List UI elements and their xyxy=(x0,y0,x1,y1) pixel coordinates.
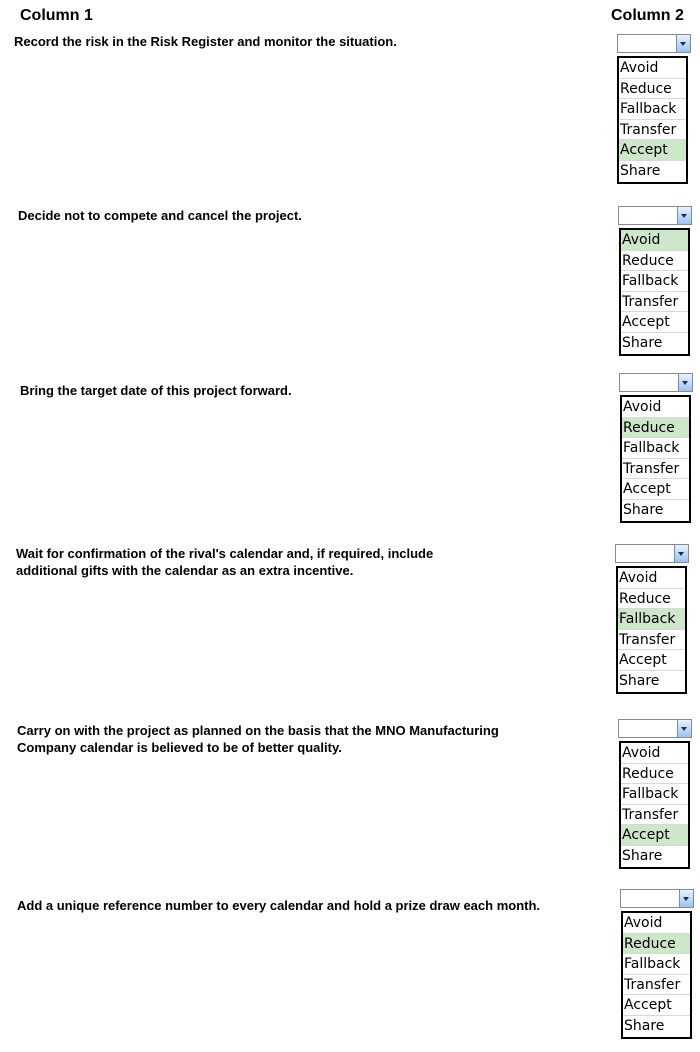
dropdown-option-avoid[interactable]: Avoid xyxy=(618,568,685,589)
dropdown-option-share[interactable]: Share xyxy=(620,162,661,179)
column-1-header: Column 1 xyxy=(20,7,93,24)
dropdown-option-avoid[interactable]: Avoid xyxy=(623,913,690,934)
dropdown-option-share[interactable]: Share xyxy=(622,847,663,864)
dropdown-button[interactable] xyxy=(674,545,688,562)
column-2-header: Column 2 xyxy=(611,7,684,24)
dropdown-button[interactable] xyxy=(677,207,691,224)
answer-dropdown[interactable] xyxy=(618,206,692,225)
dropdown-option-reduce[interactable]: Reduce xyxy=(619,79,686,100)
dropdown-option-avoid[interactable]: Avoid xyxy=(622,397,689,418)
dropdown-option-share[interactable]: Share xyxy=(624,1017,665,1034)
dropdown-option-avoid[interactable]: Avoid xyxy=(621,743,688,764)
dropdown-option-accept[interactable]: Accept xyxy=(623,995,690,1016)
dropdown-option-reduce[interactable]: Reduce xyxy=(623,934,690,955)
dropdown-options-list xyxy=(621,911,692,1039)
answer-dropdown[interactable] xyxy=(617,34,691,53)
dropdown-option-avoid[interactable]: Avoid xyxy=(621,230,688,251)
dropdown-option-reduce[interactable]: Reduce xyxy=(621,251,688,272)
answer-dropdown[interactable] xyxy=(615,544,689,563)
question-text: Bring the target date of this project forward. xyxy=(20,383,292,398)
dropdown-option-fallback[interactable]: Fallback xyxy=(623,954,690,975)
dropdown-option-fallback[interactable]: Fallback xyxy=(619,99,686,120)
chevron-down-icon xyxy=(680,42,686,46)
dropdown-option-avoid[interactable]: Avoid xyxy=(619,58,686,79)
question-text: Decide not to compete and cancel the project. xyxy=(18,208,302,223)
chevron-down-icon xyxy=(681,727,687,731)
chevron-down-icon xyxy=(682,381,688,385)
question-text: Add a unique reference number to every calendar and hold a prize draw each month. xyxy=(17,898,541,913)
dropdown-option-accept[interactable]: Accept xyxy=(621,825,688,846)
dropdown-options-list xyxy=(620,395,691,523)
dropdown-option-transfer[interactable]: Transfer xyxy=(621,292,688,313)
dropdown-button[interactable] xyxy=(678,374,692,391)
dropdown-option-reduce[interactable]: Reduce xyxy=(622,418,689,439)
dropdown-option-fallback[interactable]: Fallback xyxy=(622,438,689,459)
dropdown-option-transfer[interactable]: Transfer xyxy=(618,630,685,651)
question-text: Wait for confirmation of the rival's calendar and, if required, include additional gifts with the calendar as an extra incentive. xyxy=(16,546,434,578)
dropdown-options-list xyxy=(619,741,690,869)
dropdown-option-fallback[interactable]: Fallback xyxy=(618,609,685,630)
dropdown-option-transfer[interactable]: Transfer xyxy=(623,975,690,996)
chevron-down-icon xyxy=(678,552,684,556)
dropdown-option-share[interactable]: Share xyxy=(623,501,664,518)
dropdown-option-share[interactable]: Share xyxy=(622,334,663,351)
chevron-down-icon xyxy=(683,897,689,901)
dropdown-button[interactable] xyxy=(677,720,691,737)
question-text: Carry on with the project as planned on the basis that the MNO Manufacturing Company calendar is believed to be of better quality. xyxy=(17,723,499,755)
dropdown-options-list xyxy=(619,228,690,356)
dropdown-option-accept[interactable]: Accept xyxy=(619,140,686,161)
dropdown-option-transfer[interactable]: Transfer xyxy=(622,459,689,480)
question-text: Record the risk in the Risk Register and monitor the situation. xyxy=(14,34,397,49)
dropdown-option-reduce[interactable]: Reduce xyxy=(621,764,688,785)
dropdown-option-reduce[interactable]: Reduce xyxy=(618,589,685,610)
dropdown-option-accept[interactable]: Accept xyxy=(622,479,689,500)
answer-dropdown[interactable] xyxy=(618,719,692,738)
dropdown-options-list xyxy=(616,566,687,694)
answer-dropdown[interactable] xyxy=(620,889,694,908)
chevron-down-icon xyxy=(681,214,687,218)
answer-dropdown[interactable] xyxy=(619,373,693,392)
dropdown-options-list xyxy=(617,56,688,184)
dropdown-option-transfer[interactable]: Transfer xyxy=(621,805,688,826)
dropdown-button[interactable] xyxy=(676,35,690,52)
dropdown-option-transfer[interactable]: Transfer xyxy=(619,120,686,141)
dropdown-option-fallback[interactable]: Fallback xyxy=(621,784,688,805)
dropdown-button[interactable] xyxy=(679,890,693,907)
dropdown-option-share[interactable]: Share xyxy=(619,672,660,689)
dropdown-option-fallback[interactable]: Fallback xyxy=(621,271,688,292)
dropdown-option-accept[interactable]: Accept xyxy=(621,312,688,333)
dropdown-option-accept[interactable]: Accept xyxy=(618,650,685,671)
